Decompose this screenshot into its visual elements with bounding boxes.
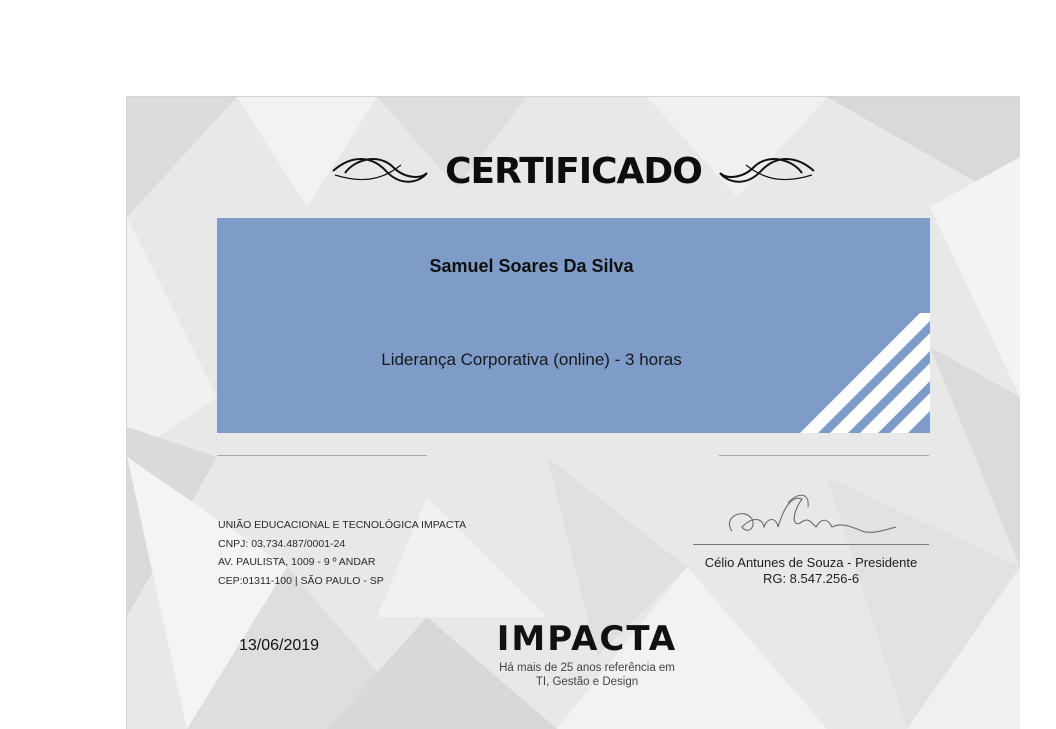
brand-block — [457, 619, 717, 689]
name-panel — [217, 218, 930, 433]
right-flourish-icon — [716, 153, 816, 189]
brand-tagline-2: TI, Gestão e Design — [535, 676, 639, 688]
title-row — [127, 149, 1020, 193]
institution-cep: CEP:01311-100 | SÃO PAULO - SP — [218, 574, 384, 587]
left-flourish-icon — [331, 153, 431, 189]
student-name: Samuel Soares Da Silva — [429, 256, 634, 276]
diagonal-stripes-decoration — [800, 313, 930, 433]
signatory-block — [687, 555, 935, 587]
divider-right — [719, 455, 929, 456]
signature-line — [693, 544, 929, 545]
institution-address: AV. PAULISTA, 1009 - 9 º ANDAR — [218, 556, 376, 568]
handwritten-signature — [692, 487, 932, 547]
course-name: Liderança Corporativa (online) - 3 horas — [381, 350, 682, 369]
impacta-logo: IMPACTA — [496, 619, 678, 659]
institution-info — [218, 516, 466, 590]
brand-tagline-1: Há mais de 25 anos referência em — [499, 662, 675, 674]
signatory-name: Célio Antunes de Souza - Presidente — [704, 555, 918, 570]
institution-name: UNIÃO EDUCACIONAL E TECNOLÓGICA IMPACTA — [218, 519, 467, 531]
institution-cnpj: CNPJ: 03.734.487/0001-24 — [218, 537, 346, 550]
issue-date: 13/06/2019 — [239, 637, 320, 654]
certificate-title: CERTIFICADO — [445, 150, 702, 192]
divider-left — [217, 455, 427, 456]
signatory-rg: RG: 8.547.256-6 — [762, 571, 860, 586]
certificate — [126, 96, 1020, 729]
